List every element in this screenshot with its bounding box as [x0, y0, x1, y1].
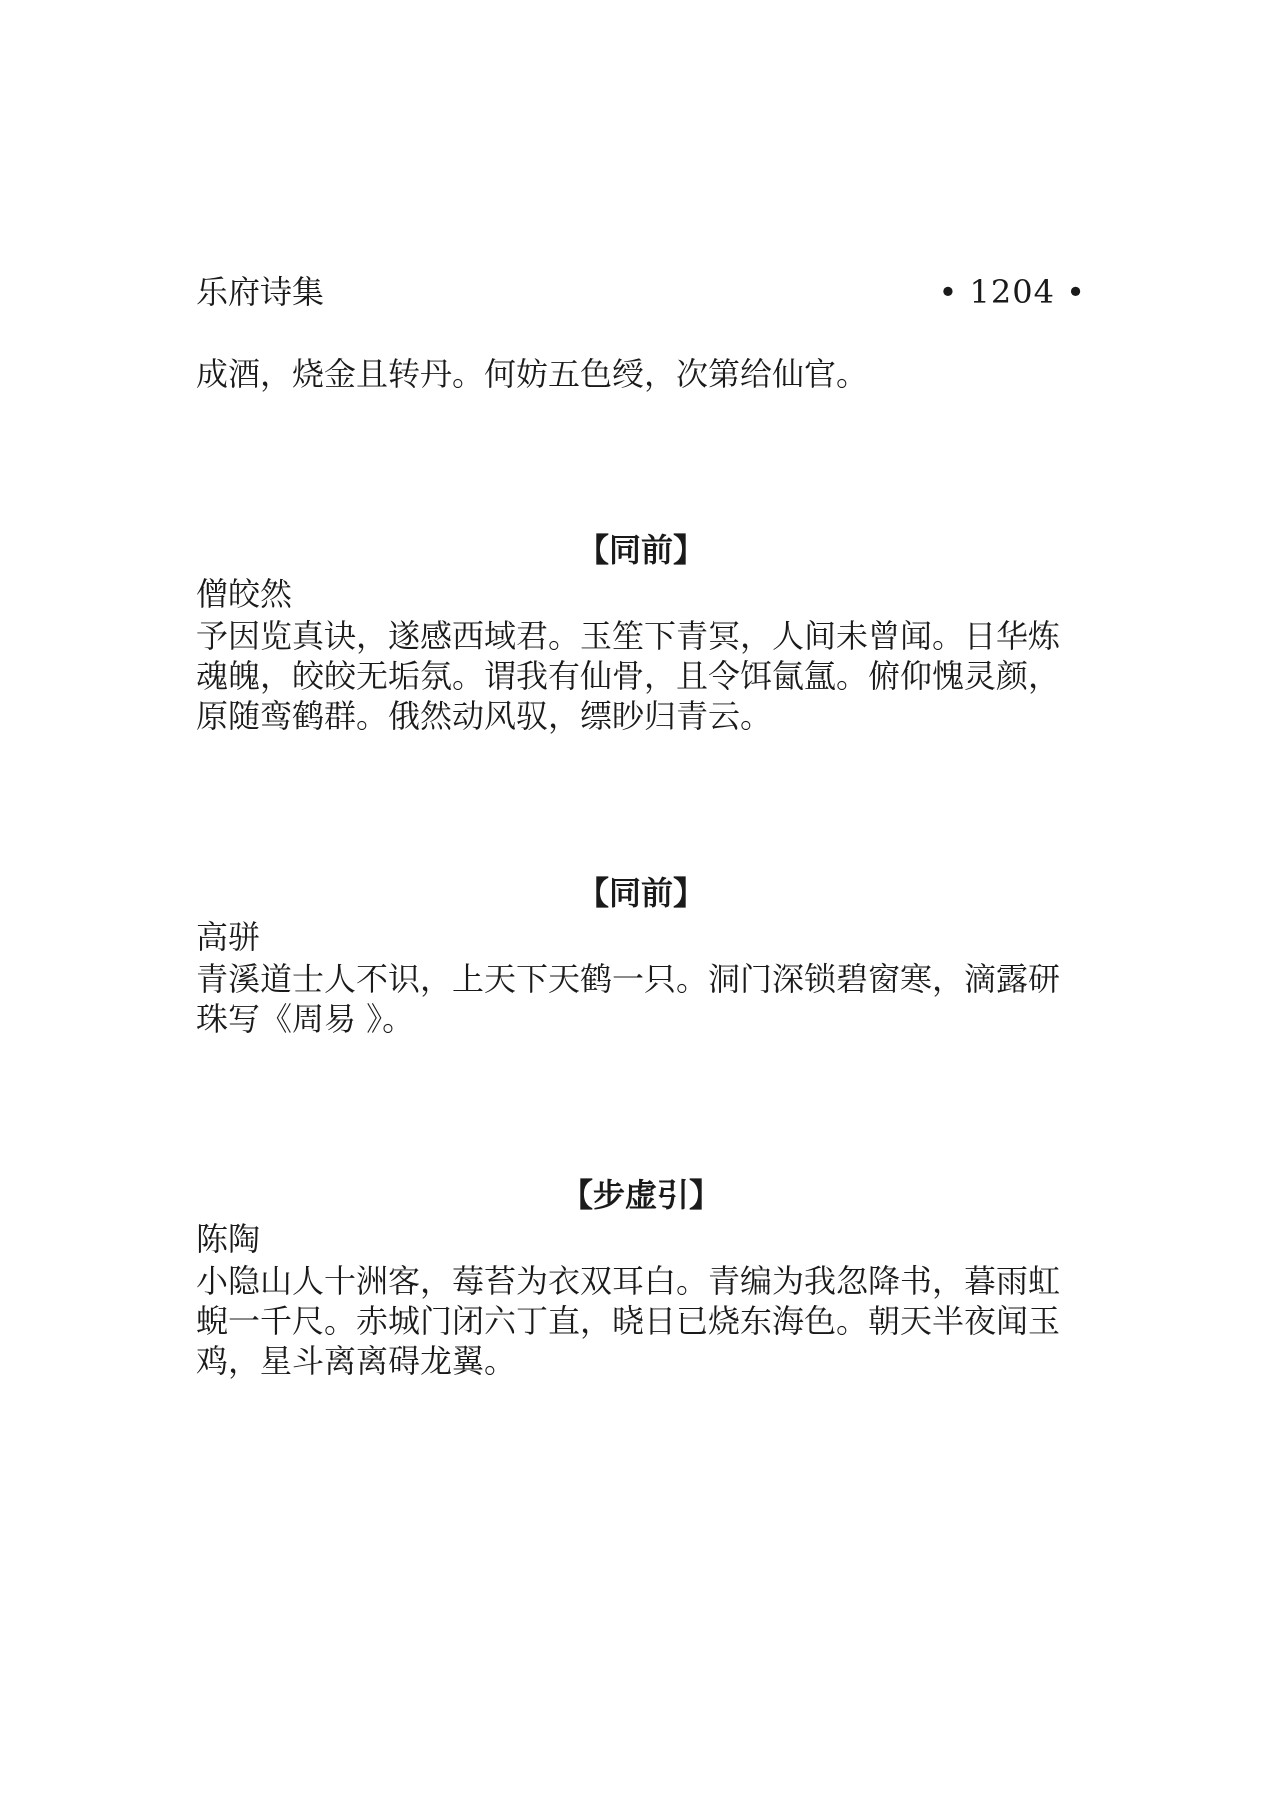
poem-line: 珠写《周易 》。 [196, 1000, 415, 1038]
poem-line: 青溪道士人不识，上天下天鹤一只。洞门深锁碧窗寒，滴露研 [196, 960, 1061, 998]
section-title: 【同前】 [576, 531, 705, 569]
section-title: 【同前】 [576, 874, 705, 912]
poem-line: 原随鸾鹤群。俄然动风驭，缥眇归青云。 [196, 697, 773, 735]
poem-line: 鸡，星斗离离碍龙翼。 [196, 1342, 517, 1380]
continuation-text: 成酒，烧金且转丹。何妨五色绶，次第给仙官。 [196, 355, 869, 393]
section-title: 【步虚引】 [560, 1176, 721, 1214]
poem-body [196, 959, 1096, 1039]
poem-line: 予因览真诀，遂感西域君。玉笙下青冥，人间未曾闻。日华炼 [196, 617, 1061, 655]
poem-author: 僧皎然 [196, 575, 293, 613]
poem-author: 陈陶 [196, 1220, 261, 1258]
page-header [196, 270, 1086, 314]
poem-author: 高骈 [196, 918, 261, 956]
book-title: 乐府诗集 [196, 273, 325, 311]
poem-body [196, 1261, 1096, 1381]
poem-body [196, 616, 1096, 736]
poem-line: 小隐山人十洲客，莓苔为衣双耳白。青编为我忽降书，暮雨虹 [196, 1262, 1061, 1300]
poem-line: 蜺一千尺。赤城门闭六丁直，晓日已烧东海色。朝天半夜闻玉 [196, 1302, 1061, 1340]
page-number: • 1204 • [938, 273, 1086, 311]
poem-line: 魂魄，皎皎无垢氛。谓我有仙骨，且令饵氤氲。俯仰愧灵颜， [196, 657, 1061, 695]
